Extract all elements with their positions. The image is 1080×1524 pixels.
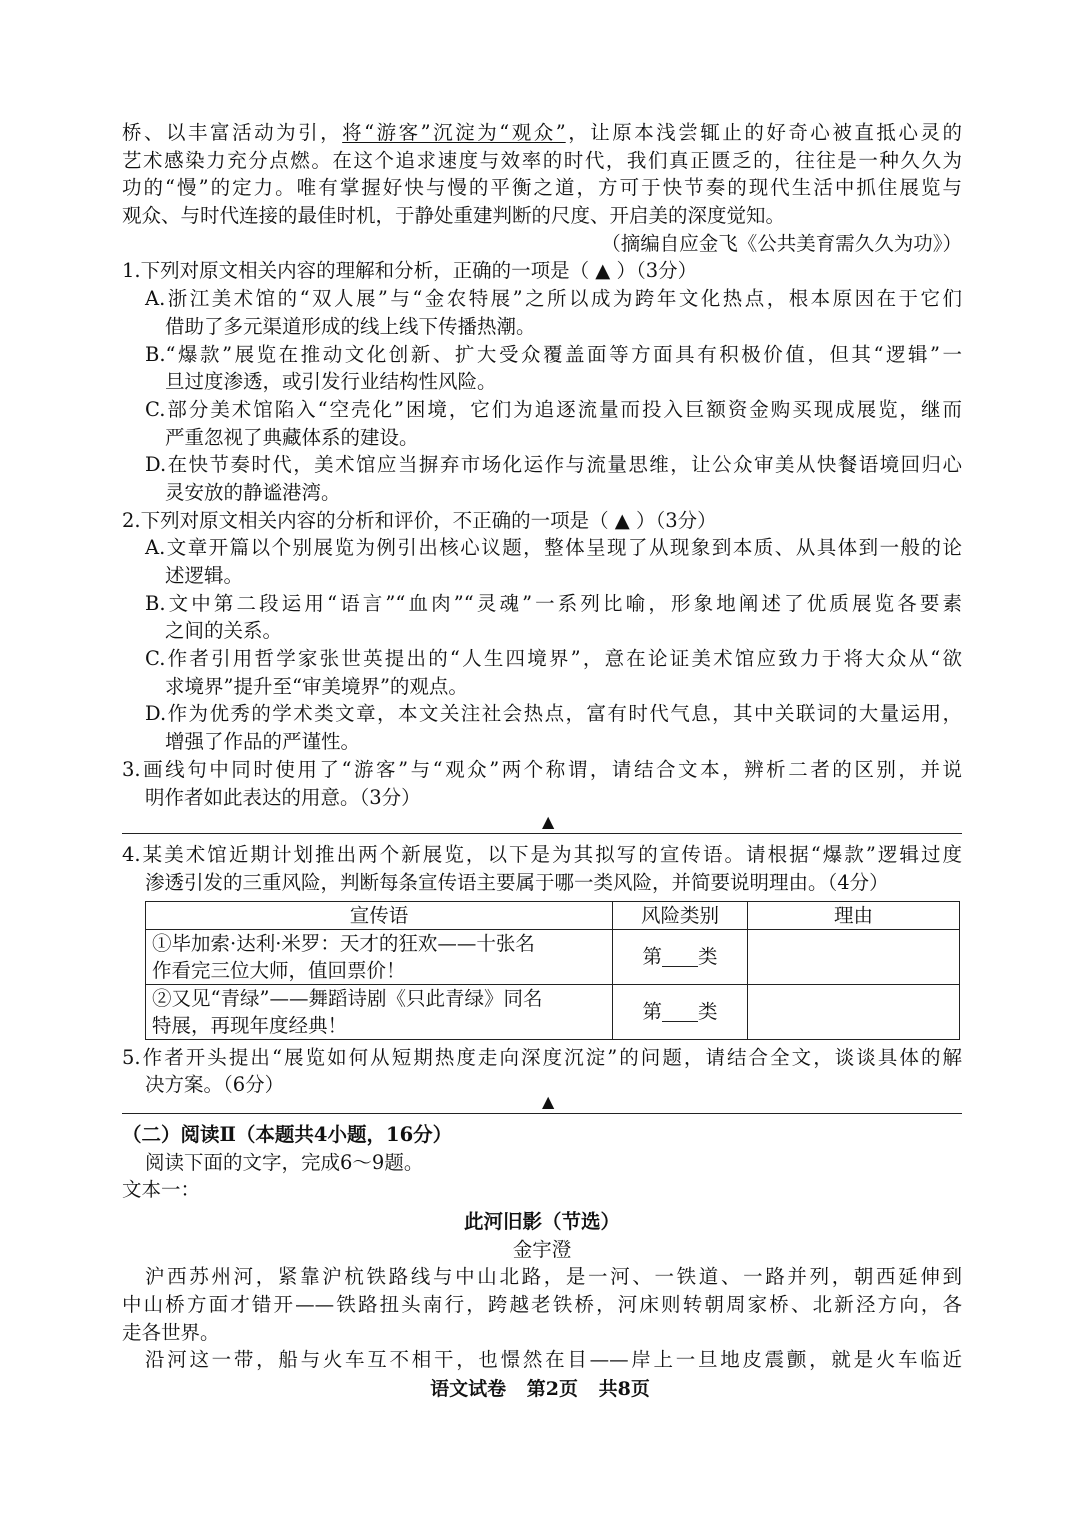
triangle-marker-icon: ▲	[542, 1091, 555, 1111]
divider	[122, 833, 962, 834]
risk-category-cell[interactable]	[613, 929, 748, 984]
q1-option-d-cont: 灵安放的静谧港湾。	[165, 480, 341, 504]
question-3: 3.画线句中同时使用了“游客”与“观众”两个称谓，请结合文本，辨析二者的区别，并说	[122, 757, 962, 781]
answer-separator	[122, 811, 962, 841]
header-reason: 理由	[748, 901, 960, 929]
text: 第	[642, 945, 662, 969]
article-line: 沪西苏州河，紧靠沪杭铁路线与中山北路，是一河、一铁道、一路并列，朝西延伸到	[145, 1265, 962, 1289]
question-4-cont: 渗透引发的三重风险，判断每条宣传语主要属于哪一类风险，并简要说明理由。（4分）	[145, 870, 889, 894]
section-heading: （二）阅读Ⅱ（本题共4小题，16分）	[122, 1122, 453, 1146]
text: 类	[698, 1000, 718, 1024]
text: 特展，再现年度经典！	[152, 1013, 348, 1037]
q2-option-c: C.作者引用哲学家张世英提出的“人生四境界”，意在论证美术馆应致力于将大众从“欲	[145, 647, 962, 671]
header-slogan: 宣传语	[146, 901, 613, 929]
exam-page	[122, 119, 962, 1374]
q2-option-b-cont: 之间的关系。	[165, 619, 283, 643]
header-risk-category: 风险类别	[613, 901, 748, 929]
passage-line: 观众、与时代连接的最佳时机，于静处重建判断的尺度、开启美的深度觉知。	[122, 204, 786, 228]
question-4: 4.某美术馆近期计划推出两个新展览，以下是为其拟写的宣传语。请根据“爆款”逻辑过度	[122, 843, 962, 867]
q1-option-b-cont: 旦过度渗透，或引发行业结构性风险。	[165, 370, 497, 394]
article-line: 沿河这一带，船与火车互不相干，也憬然在目——岸上一旦地皮震颤，就是火车临近	[145, 1348, 962, 1372]
question-5: 5.作者开头提出“展览如何从短期热度走向深度沉淀”的问题，请结合全文，谈谈具体的解	[122, 1045, 962, 1069]
q1-option-a: A.浙江美术馆的“双人展”与“金农特展”之所以成为跨年文化热点，根本原因在于它们	[145, 287, 962, 311]
slogan-table	[145, 901, 960, 1040]
passage-line	[122, 119, 962, 147]
passage-source: （摘编自应金飞《公共美育需久久为功》）	[601, 231, 962, 255]
reason-cell[interactable]	[748, 929, 960, 984]
text: 第	[642, 1000, 662, 1024]
text: ①毕加索·达利·米罗：天才的狂欢——十张名	[152, 931, 535, 955]
text: 作看完三位大师，值回票价！	[152, 958, 406, 982]
article-title: 此河旧影（节选）	[463, 1210, 620, 1233]
answer-separator	[122, 1091, 962, 1121]
article-author: 金宇澄	[512, 1237, 572, 1261]
triangle-marker-icon: ▲	[542, 812, 555, 832]
article-line: 中山桥方面才错开——铁路扭头南行，跨越老铁桥，河床则转朝周家桥、北新泾方向，各	[122, 1293, 962, 1317]
section-instruction: 阅读下面的文字，完成6～9题。	[145, 1150, 424, 1174]
q1-option-b: B.“爆款”展览在推动文化创新、扩大受众覆盖面等方面具有积极价值，但其“逻辑”一	[145, 342, 962, 366]
q1-option-c: C.部分美术馆陷入“空壳化”困境，它们为追逐流量而投入巨额资金购买现成展览，继而	[145, 397, 962, 421]
text-label: 文本一：	[122, 1178, 201, 1202]
q2-option-a-cont: 述逻辑。	[165, 564, 244, 587]
passage-line: 功的“慢”的定力。唯有掌握好快与慢的平衡之道，方可于快节奏的现代生活中抓住展览与	[122, 176, 962, 200]
q2-option-a: A.文章开篇以个别展览为例引出核心议题，整体呈现了从现象到本质、从具体到一般的论	[145, 536, 962, 560]
page-footer: 语文试卷 第2页 共8页	[430, 1378, 650, 1400]
question-1-stem: 1.下列对原文相关内容的理解和分析，正确的一项是（ ▲ ）（3分）	[122, 259, 698, 283]
divider	[122, 1113, 962, 1114]
slogan-cell	[146, 984, 613, 1039]
text: ②又见“青绿”——舞蹈诗剧《只此青绿》同名	[152, 986, 543, 1010]
table-header-row	[146, 901, 960, 929]
text: 桥、以丰富活动为引，	[122, 121, 343, 144]
slogan-cell	[146, 929, 613, 984]
q1-option-a-cont: 借助了多元渠道形成的线上线下传播热潮。	[165, 314, 536, 338]
text: ，让原本浅尝辄止的好奇心被直抵心灵的	[565, 121, 962, 144]
q2-option-d-cont: 增强了作品的严谨性。	[165, 730, 361, 754]
q1-option-d: D.在快节奏时代，美术馆应当摒弃市场化运作与流量思维，让公众审美从快餐语境回归心	[145, 453, 962, 477]
q1-option-c-cont: 严重忽视了典藏体系的建设。	[165, 425, 419, 449]
q2-option-d: D.作为优秀的学术类文章，本文关注社会热点，富有时代气息，其中关联词的大量运用，	[145, 702, 962, 726]
question-5-cont: 决方案。（6分）	[145, 1073, 285, 1097]
passage-line: 艺术感染力充分点燃。在这个追求速度与效率的时代，我们真正匮乏的，往往是一种久久为	[122, 148, 962, 172]
answer-blank[interactable]	[662, 1003, 698, 1022]
q2-option-b: B.文中第二段运用“语言”“血肉”“灵魂”一系列比喻，形象地阐述了优质展览各要素	[145, 591, 962, 615]
answer-blank[interactable]	[662, 948, 698, 967]
question-3-cont: 明作者如此表达的用意。（3分）	[145, 785, 421, 809]
underlined-sentence: 将“游客”沉淀为“观众”	[342, 121, 566, 144]
table-row	[146, 929, 960, 984]
q2-option-c-cont: 求境界”提升至“审美境界”的观点。	[165, 674, 468, 698]
question-2-stem: 2.下列对原文相关内容的分析和评价，不正确的一项是（ ▲ ）（3分）	[122, 508, 717, 532]
text: 类	[698, 945, 718, 969]
risk-category-cell[interactable]	[613, 984, 748, 1039]
article-line: 走各世界。	[122, 1320, 220, 1344]
reason-cell[interactable]	[748, 984, 960, 1039]
table-row	[146, 984, 960, 1039]
